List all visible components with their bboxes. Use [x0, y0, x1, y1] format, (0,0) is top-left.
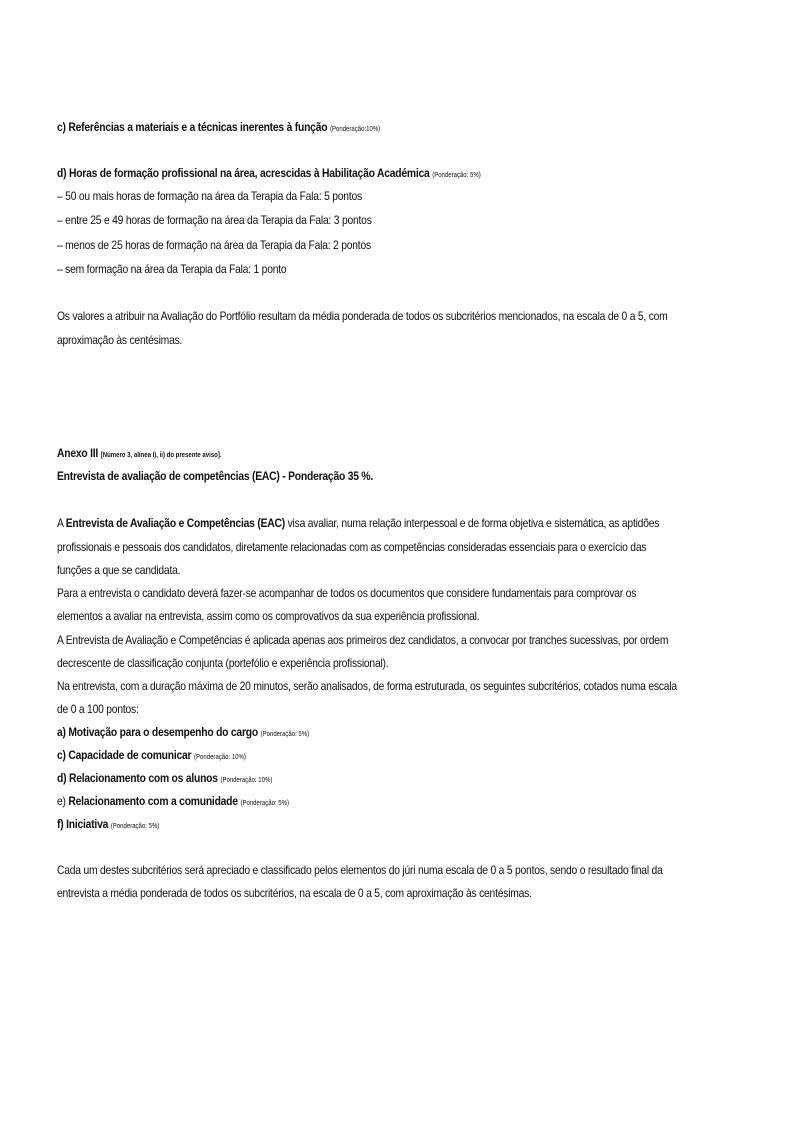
section-d-heading — [57, 166, 481, 180]
criterion-prefix: e) — [57, 794, 69, 808]
criterion-label: Motivação para o desempenho do cargo — [68, 725, 258, 739]
portfolio-note-line-1: Os valores a atribuir na Avaliação do Portfólio resultam da média ponderada de todos os subcritérios mencionados, na escala de 0 a 5, com — [57, 309, 668, 323]
criterion-weight: (Ponderação: 5%) — [240, 800, 289, 807]
criterion-prefix: d) — [57, 771, 69, 785]
intro-p2-line-1: Para a entrevista o candidato deverá fazer-se acompanhar de todos os documentos que considere fundamentais para comprovar os — [57, 586, 637, 600]
criterion-label: Relacionamento com os alunos — [68, 771, 218, 785]
annex-reference: [Número 3, alínea I), ii) do presente aviso]. — [100, 452, 222, 459]
section-c-title: c) Referências a materiais e a técnicas inerentes à função — [57, 120, 328, 134]
annex-title: Anexo III — [57, 446, 99, 460]
criterion-item — [57, 748, 246, 762]
list-item: – 50 ou mais horas de formação na área da Terapia da Fala: 5 pontos — [57, 189, 362, 203]
criterion-prefix: f) — [57, 817, 67, 831]
criterion-label: Iniciativa — [66, 817, 109, 831]
criterion-prefix: a) — [57, 725, 69, 739]
intro-p1-line-1 — [57, 516, 659, 530]
criterion-item — [57, 817, 159, 831]
criterion-item — [57, 725, 309, 739]
intro-p1-bold: Entrevista de Avaliação e Competências (EAC) — [65, 516, 285, 530]
intro-p1-line-2: profissionais e pessoais dos candidatos, diretamente relacionadas com as competências consideradas essenciais para o exercício das — [57, 540, 647, 554]
intro-p1-line-3: funções a que se candidata. — [57, 563, 181, 577]
section-d-title: d) Horas de formação profissional na área, acrescidas à Habilitação Académica — [57, 166, 430, 180]
list-item: – menos de 25 horas de formação na área da Terapia da Fala: 2 pontos — [57, 238, 371, 252]
intro-p3-line-2: decrescente de classificação conjunta (portefólio e experiência profissional). — [57, 656, 389, 670]
closing-line-2: entrevista a média ponderada de todos os subcritérios, na escala de 0 a 5, com aproximação às centésimas. — [57, 886, 532, 900]
portfolio-note-line-2: aproximação às centésimas. — [57, 333, 183, 347]
criterion-item — [57, 771, 272, 785]
intro-p4-line-1: Na entrevista, com a duração máxima de 20 minutos, serão analisados, de forma estruturada, os seguintes subcritérios, cotados numa escala — [57, 679, 677, 693]
section-d-weight: (Ponderação: 5%) — [432, 172, 481, 179]
annex-subtitle: Entrevista de avaliação de competências (EAC) - Ponderação 35 %. — [57, 469, 374, 483]
intro-p2-line-2: elementos a avaliar na entrevista, assim como os comprovativos da sua experiência profissional. — [57, 609, 480, 623]
criterion-label: Relacionamento com a comunidade — [68, 794, 238, 808]
intro-p1-lead: A — [57, 516, 66, 530]
list-item: – sem formação na área da Terapia da Fala: 1 ponto — [57, 262, 287, 276]
criterion-item — [57, 794, 289, 808]
annex-heading — [57, 446, 222, 460]
list-item: – entre 25 e 49 horas de formação na área da Terapia da Fala: 3 pontos — [57, 213, 372, 227]
criterion-weight: (Ponderação: 10%) — [220, 777, 273, 784]
criterion-prefix: c) — [57, 748, 69, 762]
criterion-weight: (Ponderação: 5%) — [110, 823, 160, 830]
closing-line-1: Cada um destes subcritérios será apreciado e classificado pelos elementos do júri numa escala de 0 a 5 pontos, sendo o resultado final da — [57, 863, 663, 877]
criterion-weight: (Ponderação: 5%) — [260, 731, 310, 738]
criterion-label: Capacidade de comunicar — [68, 748, 192, 762]
section-c-heading — [57, 120, 380, 134]
section-c-weight: (Ponderação:10%) — [329, 126, 381, 133]
intro-p3-line-1: A Entrevista de Avaliação e Competências é aplicada apenas aos primeiros dez candidatos, a convocar por tranches sucessivas, por ordem — [57, 633, 669, 647]
intro-p4-line-2: de 0 a 100 pontos: — [57, 702, 139, 716]
criterion-weight: (Ponderação: 10%) — [194, 754, 246, 761]
intro-p1-rest: visa avaliar, numa relação interpessoal e de forma objetiva e sistemática, as aptidões — [284, 516, 660, 530]
